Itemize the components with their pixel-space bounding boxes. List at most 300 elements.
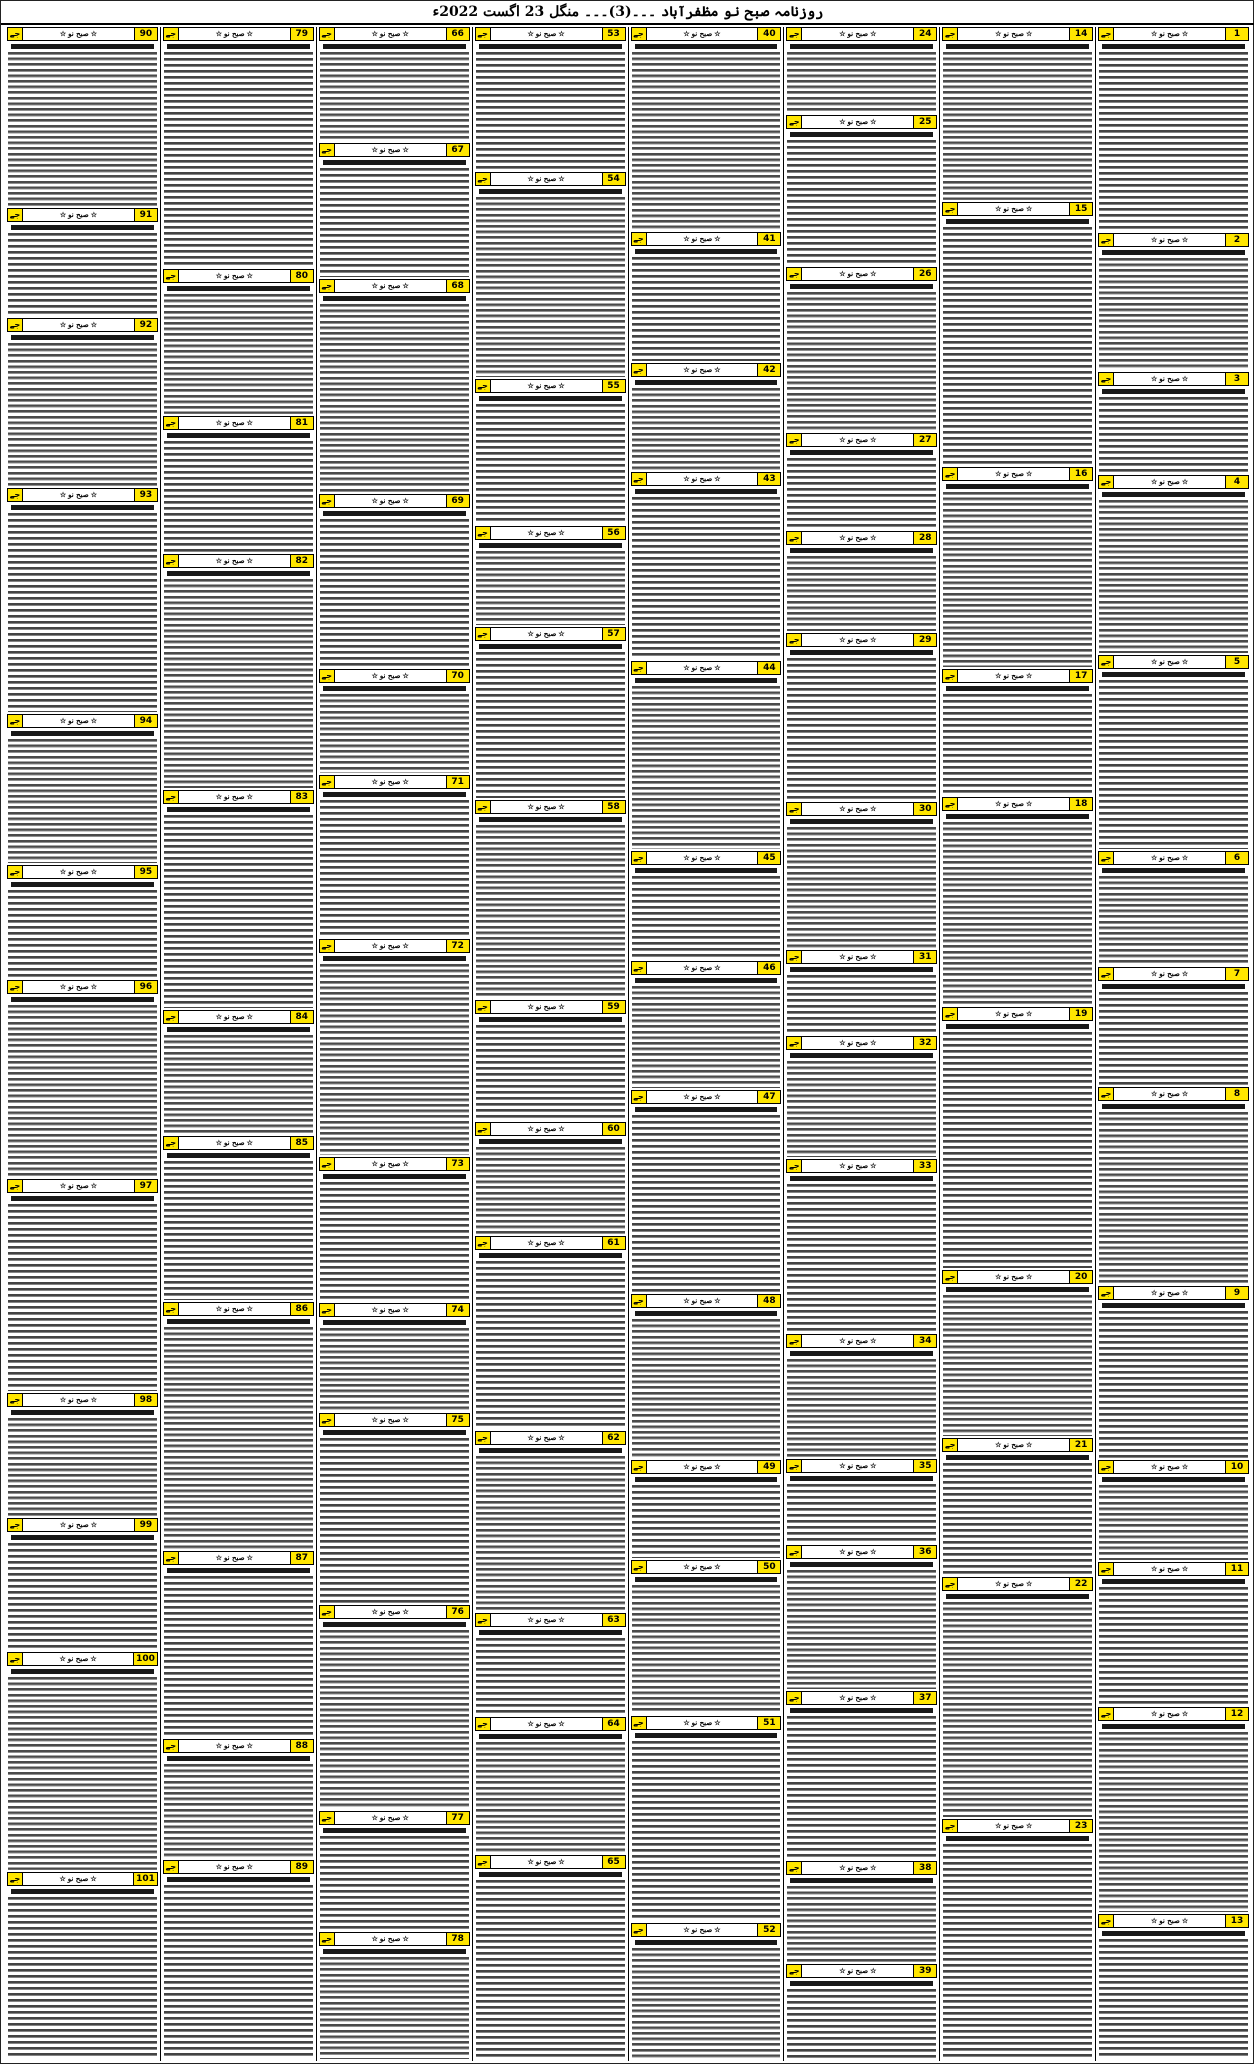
notice-stamp-label: صبح نو [691,1562,713,1571]
notice-stamp [837,1160,878,1172]
star-icon: ☆ [1181,1089,1189,1098]
notice-article [161,1136,316,1302]
notice-article [5,318,160,488]
notice-article [473,1717,628,1855]
star-icon: ☆ [215,1138,223,1147]
notice-column [1095,27,1251,2061]
notice-number: 38 [913,1862,936,1874]
notice-article [5,27,160,208]
notice-headline [11,1535,154,1540]
notice-body-text [787,1886,936,1962]
notice-article [1096,372,1251,475]
notice-stamp-label: صبح نو [68,1520,89,1529]
star-icon: ☆ [839,635,846,644]
notice-stamp-label: صبح نو [847,29,869,38]
notice-article [629,1716,784,1923]
star-icon: ☆ [1151,1288,1158,1297]
star-icon: ☆ [1181,1709,1189,1718]
notice-stamp-label: صبح نو [379,281,401,290]
notice-headline [479,1448,622,1453]
notice-stamp-label: صبح نو [691,663,713,672]
notice-article [629,1923,784,2061]
notice-body-text [8,1897,157,2059]
notice-stamp [837,532,878,544]
notice-header-bar [319,1157,470,1171]
notice-header-bar [631,1460,782,1474]
notice-number: 32 [913,1037,936,1049]
star-icon: ☆ [1025,1272,1033,1281]
notice-stamp [370,280,411,292]
star-icon: ☆ [90,867,98,876]
notice-header-bar [942,1577,1093,1591]
star-icon: ☆ [683,1925,690,1934]
notice-stamp-label: صبح نو [691,1718,713,1727]
star-icon: ☆ [714,1462,721,1471]
notice-body-text [476,1456,625,1611]
notice-ji-mark: جے [476,1001,491,1013]
notice-stamp [837,1965,878,1977]
notice-headline [323,1949,466,1954]
notice-stamp-label: صبح نو [847,952,869,961]
notice-stamp [58,715,99,727]
star-icon: ☆ [558,802,565,811]
notice-stamp-label: صبح نو [1159,853,1180,862]
notice-ji-mark: جے [164,1303,179,1315]
notice-stamp [681,473,722,485]
notice-header-bar [1098,27,1249,41]
notice-ji-mark: جے [1099,1088,1114,1100]
notice-ji-mark: جے [320,1304,335,1316]
notice-body-text [632,497,781,659]
notice-stamp-label: صبح نو [224,792,245,801]
notice-headline [790,1981,933,1986]
notice-header-bar [942,1819,1093,1833]
notice-ji-mark: جے [164,791,179,803]
notice-ji-mark: جے [1099,1563,1114,1575]
notice-stamp-label: صبح نو [68,490,89,499]
notice-headline [635,1107,778,1112]
star-icon: ☆ [558,1615,565,1624]
notice-number: 47 [757,1091,780,1103]
notice-stamp [370,940,411,952]
star-icon: ☆ [371,1159,378,1168]
notice-article [473,1855,628,2061]
star-icon: ☆ [402,1607,409,1616]
star-icon: ☆ [1181,1288,1189,1297]
notice-header-bar [7,1652,158,1666]
notice-ji-mark: جے [943,798,958,810]
notice-stamp-label: صبح نو [224,418,245,427]
notice-headline [1102,492,1245,497]
notice-stamp-label: صبح نو [379,29,401,38]
star-icon: ☆ [1151,477,1158,486]
notice-headline [946,1455,1089,1460]
star-icon: ☆ [215,1553,223,1562]
notice-headline [1102,1303,1245,1308]
notice-stamp [370,144,411,156]
notice-number: 58 [602,801,625,813]
notice-header-bar [786,1545,937,1559]
notice-header-bar [786,1334,937,1348]
notice-body-text [787,658,936,800]
notice-headline [11,1889,154,1894]
notice-number: 14 [1069,28,1092,40]
notice-ji-mark: جے [164,1740,179,1752]
notice-header-bar [786,802,937,816]
notice-stamp [1149,373,1190,385]
notice-stamp-label: صبح نو [847,1693,869,1702]
star-icon: ☆ [1151,1916,1158,1925]
notice-number: 92 [134,319,157,331]
notice-stamp-label: صبح نو [224,271,245,280]
star-icon: ☆ [215,1304,223,1313]
notice-body-text [164,1327,313,1549]
star-icon: ☆ [215,29,223,38]
notice-stamp [370,495,411,507]
star-icon: ☆ [1151,1089,1158,1098]
notice-number: 96 [134,981,157,993]
notice-number: 12 [1225,1708,1248,1720]
notice-number: 77 [446,1812,469,1824]
notice-headline [635,380,778,385]
star-icon: ☆ [714,1092,721,1101]
notice-headline [946,1594,1089,1599]
notice-stamp-label: صبح نو [847,1038,869,1047]
star-icon: ☆ [1181,374,1189,383]
notice-ji-mark: جے [787,532,802,544]
notice-body-text [1099,876,1248,965]
notice-body-text [1099,258,1248,370]
notice-body-text [8,52,157,206]
notice-body-text [1099,1112,1248,1284]
notice-header-bar [163,1551,314,1565]
notice-header-bar [7,865,158,879]
star-icon: ☆ [1025,1009,1033,1018]
notice-number: 78 [446,1933,469,1945]
notice-body-text [320,1182,469,1301]
notice-stamp [993,1271,1034,1283]
notice-ji-mark: جے [476,527,491,539]
notice-body-text [632,686,781,849]
notice-stamp-label: صبح نو [224,29,245,38]
notice-article [317,494,472,669]
notice-article [784,1545,939,1691]
notice-article [317,1811,472,1932]
notice-number: 39 [913,1965,936,1977]
notice-stamp-label: صبح نو [1003,799,1024,808]
star-icon: ☆ [839,1461,846,1470]
notice-headline [790,132,933,137]
notice-article [629,851,784,961]
notice-stamp-label: صبح نو [1159,374,1180,383]
notice-article [1096,1460,1251,1562]
notice-header-bar [475,526,626,540]
notice-ji-mark: جے [320,28,335,40]
notice-article [784,1964,939,2061]
notice-headline [167,571,310,576]
notice-stamp [370,1158,411,1170]
notice-number: 64 [602,1718,625,1730]
notice-number: 100 [133,1653,157,1665]
notice-article [317,1932,472,2061]
notice-stamp-label: صبح نو [224,1862,245,1871]
notice-body-text [8,233,157,316]
notice-number: 36 [913,1546,936,1558]
star-icon: ☆ [215,1862,223,1871]
notice-headline [167,807,310,812]
notice-number: 61 [602,1237,625,1249]
notice-stamp [214,28,255,40]
notice-headline [167,44,310,49]
notice-stamp-label: صبح نو [691,474,713,483]
star-icon: ☆ [1025,799,1033,808]
notice-stamp-label: صبح نو [535,1002,557,1011]
notice-body-text [787,140,936,265]
masthead-text: روزنامہ صبح نو مظفرآباد ۔۔۔(3)۔۔۔ منگل 23 اگست 2022ء [432,4,824,20]
notice-headline [11,997,154,1002]
notice-stamp [681,1461,722,1473]
notice-article [784,1334,939,1459]
notice-ji-mark: جے [943,1578,958,1590]
star-icon: ☆ [1025,29,1033,38]
notice-article [161,269,316,416]
notice-ji-mark: جے [632,962,647,974]
notice-ji-mark: جے [476,380,491,392]
notice-ji-mark: جے [320,940,335,952]
notice-stamp [1149,28,1190,40]
notice-stamp-label: صبح نو [691,29,713,38]
star-icon: ☆ [246,1741,253,1750]
notice-headline [790,650,933,655]
star-icon: ☆ [59,210,67,219]
star-icon: ☆ [839,269,846,278]
notice-header-bar [475,1613,626,1627]
notice-body-text [787,1989,936,2059]
notice-body-text [787,556,936,631]
notice-article [473,379,628,526]
notice-header-bar [163,27,314,41]
notice-stamp-label: صبح نو [691,853,713,862]
notice-number: 79 [290,28,313,40]
star-icon: ☆ [246,271,253,280]
star-icon: ☆ [870,1966,877,1975]
notice-header-bar [1098,1087,1249,1101]
notice-ji-mark: جے [632,233,647,245]
notice-body-text [8,343,157,486]
notice-body-text [1099,1587,1248,1705]
star-icon: ☆ [995,1272,1002,1281]
notice-ji-mark: جے [943,1271,958,1283]
star-icon: ☆ [59,1395,67,1404]
notice-article [629,232,784,363]
notice-article [940,669,1095,797]
notice-number: 20 [1069,1271,1092,1283]
notice-ji-mark: جے [1099,968,1114,980]
star-icon: ☆ [839,1547,846,1556]
notice-headline [479,1872,622,1877]
notice-number: 33 [913,1160,936,1172]
star-icon: ☆ [402,1159,409,1168]
notice-number: 67 [446,144,469,156]
notice-body-text [320,304,469,492]
notice-stamp-label: صبح نو [535,528,557,537]
notice-ji-mark: جے [787,1692,802,1704]
notice-stamp [526,1432,567,1444]
notice-ji-mark: جے [320,1812,335,1824]
notice-ji-mark: جے [632,364,647,376]
notice-header-bar [319,1413,470,1427]
notice-number: 4 [1225,476,1248,488]
notice-headline [790,1053,933,1058]
notice-headline [1102,672,1245,677]
star-icon: ☆ [402,145,409,154]
notice-header-bar [631,1090,782,1104]
notice-stamp [526,28,567,40]
notice-headline [635,1733,778,1738]
star-icon: ☆ [839,1966,846,1975]
star-icon: ☆ [59,1181,67,1190]
notice-number: 75 [446,1414,469,1426]
notice-body-text [320,519,469,667]
notice-stamp [58,28,99,40]
notice-body-text [632,52,781,230]
notice-body-text [1099,1732,1248,1912]
notice-stamp [526,1001,567,1013]
notice-stamp-label: صبح نو [535,629,557,638]
notice-article [473,1122,628,1236]
notice-stamp-label: صبح نو [847,1966,869,1975]
notice-ji-mark: جے [164,270,179,282]
notice-article [473,172,628,379]
notice-header-bar [786,531,937,545]
notice-ji-mark: جے [1099,234,1114,246]
notice-article [473,800,628,1000]
notice-header-bar [163,1739,314,1753]
star-icon: ☆ [215,418,223,427]
notice-number: 82 [290,555,313,567]
notice-ji-mark: جے [164,555,179,567]
star-icon: ☆ [90,1181,98,1190]
notice-number: 44 [757,662,780,674]
notice-article [161,1302,316,1551]
notice-header-bar [319,279,470,293]
notice-column [628,27,784,2061]
star-icon: ☆ [558,1433,565,1442]
notice-header-bar [475,1855,626,1869]
star-icon: ☆ [402,1813,409,1822]
notice-body-text [943,694,1092,795]
star-icon: ☆ [59,29,67,38]
notice-article [784,1459,939,1545]
notice-article [473,1236,628,1431]
notice-stamp [1149,476,1190,488]
star-icon: ☆ [714,1296,721,1305]
notice-header-bar [786,27,937,41]
notice-headline [790,450,933,455]
notice-stamp-label: صبح نو [1003,671,1024,680]
star-icon: ☆ [995,29,1002,38]
notice-article [629,1090,784,1294]
notice-header-bar [786,267,937,281]
notice-stamp-label: صبح نو [535,1238,557,1247]
notice-number: 18 [1069,798,1092,810]
notice-stamp-label: صبح نو [68,1395,89,1404]
star-icon: ☆ [59,490,67,499]
notice-ji-mark: جے [632,1091,647,1103]
notice-stamp [993,798,1034,810]
notice-stamp-label: صبح نو [691,1462,713,1471]
star-icon: ☆ [839,29,846,38]
notice-column [939,27,1095,2061]
notice-ji-mark: جے [476,173,491,185]
notice-article [940,1577,1095,1819]
notice-number: 3 [1225,373,1248,385]
notice-number: 90 [134,28,157,40]
notice-stamp-label: صبح نو [691,234,713,243]
notice-stamp-label: صبح نو [1159,1564,1180,1573]
notice-header-bar [631,1716,782,1730]
notice-ji-mark: جے [787,803,802,815]
notice-stamp [837,1037,878,1049]
notice-headline [11,335,154,340]
star-icon: ☆ [1025,204,1033,213]
star-icon: ☆ [1181,29,1189,38]
notice-ji-mark: جے [943,28,958,40]
notice-number: 46 [757,962,780,974]
notice-number: 94 [134,715,157,727]
star-icon: ☆ [995,1821,1002,1830]
notice-header-bar [7,714,158,728]
notice-stamp-label: صبح نو [847,635,869,644]
notice-stamp [837,803,878,815]
notice-stamp-label: صبح نو [379,1934,401,1943]
notice-stamp [837,1546,878,1558]
notice-stamp-label: صبح نو [535,1857,557,1866]
star-icon: ☆ [995,204,1002,213]
notice-stamp-label: صبح نو [1159,235,1180,244]
notice-number: 57 [602,628,625,640]
notice-ji-mark: جے [320,144,335,156]
notice-header-bar [319,939,470,953]
notice-article [784,633,939,802]
star-icon: ☆ [59,1654,66,1663]
notice-headline [790,967,933,972]
notice-header-bar [631,961,782,975]
star-icon: ☆ [371,777,378,786]
notice-number: 42 [757,364,780,376]
notice-article [940,797,1095,1007]
notice-ji-mark: جے [8,319,23,331]
notice-number: 81 [290,417,313,429]
notice-number: 2 [1225,234,1248,246]
notice-number: 15 [1069,203,1092,215]
notice-headline [11,882,154,887]
notice-stamp [837,28,878,40]
star-icon: ☆ [683,963,690,972]
notice-stamp [370,1414,411,1426]
notice-headline [946,219,1089,224]
notice-header-bar [631,1560,782,1574]
notice-body-text [320,694,469,773]
notice-body-text [787,52,936,113]
notice-ji-mark: جے [632,1717,647,1729]
star-icon: ☆ [1151,1564,1158,1573]
notice-headline [479,543,622,548]
notice-ji-mark: جے [787,634,802,646]
notice-number: 69 [446,495,469,507]
star-icon: ☆ [558,174,565,183]
notice-body-text [164,294,313,414]
